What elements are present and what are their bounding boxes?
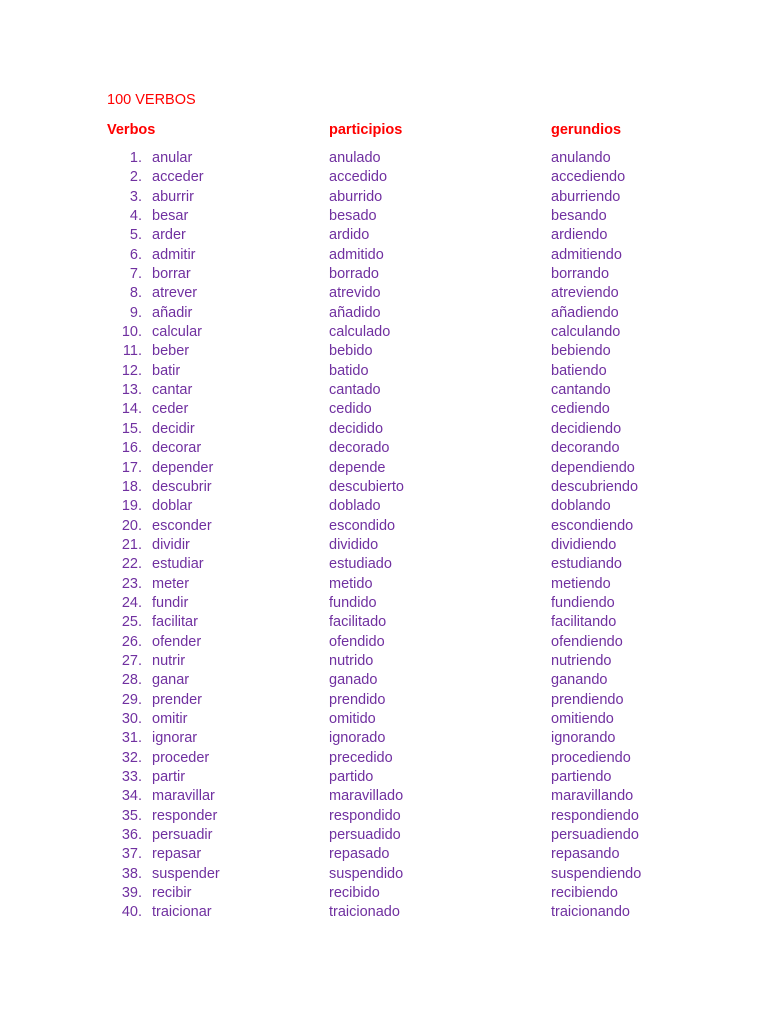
item-gerundio: ganando	[551, 672, 608, 689]
item-participio: descubierto	[329, 478, 404, 495]
item-number: 40.	[121, 904, 142, 921]
item-gerundio: nutriendo	[551, 652, 612, 669]
item-participio: cantado	[329, 382, 381, 399]
item-gerundio: repasando	[551, 846, 620, 863]
item-number: 31.	[121, 730, 142, 747]
list-item	[0, 323, 768, 342]
item-participio: admitido	[329, 246, 384, 263]
list-item	[0, 613, 768, 632]
item-participio: maravillado	[329, 788, 404, 805]
list-item	[0, 362, 768, 381]
list-item	[0, 807, 768, 826]
item-participio: anulado	[329, 150, 381, 166]
list-item	[0, 884, 768, 903]
item-verb: persuadir	[152, 827, 213, 844]
list-item	[0, 497, 768, 516]
item-gerundio: anulando	[551, 150, 611, 166]
list-item	[0, 459, 768, 478]
list-item	[0, 652, 768, 671]
item-gerundio: borrando	[551, 266, 610, 283]
item-participio: calculado	[329, 324, 391, 341]
item-participio: fundido	[329, 594, 377, 611]
list-item	[0, 749, 768, 768]
item-number: 15.	[121, 420, 142, 437]
list-item	[0, 826, 768, 845]
item-verb: calcular	[152, 324, 202, 341]
list-item	[0, 787, 768, 806]
item-participio: ardido	[329, 227, 370, 244]
item-verb: descubrir	[152, 478, 212, 495]
list-item	[0, 439, 768, 458]
item-number: 27.	[121, 652, 142, 669]
item-verb: recibir	[152, 885, 192, 902]
item-gerundio: ardiendo	[551, 227, 608, 244]
item-participio: precedido	[329, 749, 393, 766]
item-verb: ceder	[152, 401, 189, 418]
item-gerundio: calculando	[551, 324, 621, 341]
item-participio: facilitado	[329, 614, 387, 631]
item-participio: ganado	[329, 672, 378, 689]
item-gerundio: estudiando	[551, 556, 622, 573]
list-item	[0, 381, 768, 400]
item-gerundio: escondiendo	[551, 517, 634, 534]
item-verb: proceder	[152, 749, 210, 766]
item-number: 22.	[121, 556, 142, 573]
item-gerundio: cantando	[551, 382, 611, 399]
item-number: 34.	[121, 788, 142, 805]
item-gerundio: facilitando	[551, 614, 617, 631]
item-verb: responder	[152, 807, 218, 824]
header-participios: participios	[329, 122, 403, 138]
item-gerundio: descubriendo	[551, 478, 639, 495]
item-participio: accedido	[329, 169, 388, 186]
item-number: 39.	[121, 885, 142, 902]
list-item	[0, 304, 768, 323]
item-participio: ofendido	[329, 633, 385, 650]
item-gerundio: bebiendo	[551, 343, 611, 360]
item-verb: nutrir	[152, 652, 186, 669]
item-gerundio: metiendo	[551, 575, 611, 592]
item-verb: atrever	[152, 285, 198, 302]
item-participio: atrevido	[329, 285, 381, 302]
item-number: 21.	[121, 536, 142, 553]
item-number: 29.	[121, 691, 142, 708]
item-gerundio: cediendo	[551, 401, 610, 418]
item-gerundio: batiendo	[551, 362, 607, 379]
item-gerundio: respondiendo	[551, 807, 639, 824]
list-item	[0, 594, 768, 613]
item-participio: omitido	[329, 710, 376, 727]
item-gerundio: decidiendo	[551, 420, 622, 437]
item-verb: traicionar	[152, 904, 212, 921]
item-gerundio: maravillando	[551, 788, 634, 805]
item-number: 14.	[121, 401, 142, 418]
item-verb: depender	[152, 459, 214, 476]
item-participio: doblado	[329, 498, 381, 515]
item-verb: esconder	[152, 517, 212, 534]
item-verb: estudiar	[152, 556, 204, 573]
header-gerundios: gerundios	[551, 122, 622, 138]
item-number: 4.	[129, 208, 142, 225]
list-item	[0, 575, 768, 594]
item-number: 38.	[121, 865, 142, 882]
item-participio: metido	[329, 575, 373, 592]
item-participio: bebido	[329, 343, 373, 360]
item-gerundio: procediendo	[551, 749, 631, 766]
item-gerundio: dividiendo	[551, 536, 617, 553]
list-item	[0, 671, 768, 690]
item-verb: fundir	[152, 594, 189, 611]
item-verb: facilitar	[152, 614, 198, 631]
item-verb: besar	[152, 208, 189, 225]
item-number: 33.	[121, 769, 142, 785]
item-verb: dividir	[152, 536, 190, 553]
item-verb: meter	[152, 575, 190, 592]
item-verb: ignorar	[152, 730, 198, 747]
list-item	[0, 517, 768, 536]
item-verb: arder	[152, 227, 186, 244]
item-number: 8.	[129, 285, 142, 302]
list-item	[0, 420, 768, 439]
list-item	[0, 207, 768, 226]
item-verb: decidir	[152, 420, 195, 437]
item-number: 3.	[129, 188, 142, 205]
item-gerundio: doblando	[551, 498, 611, 515]
list-item	[0, 691, 768, 710]
item-participio: recibido	[329, 885, 380, 902]
item-verb: suspender	[152, 865, 220, 882]
item-verb: anular	[152, 150, 193, 166]
list-item	[0, 768, 768, 787]
item-verb: aburrir	[152, 188, 194, 205]
item-gerundio: añadiendo	[551, 304, 619, 321]
item-gerundio: ofendiendo	[551, 633, 623, 650]
list-item	[0, 342, 768, 361]
item-participio: estudiado	[329, 556, 392, 573]
item-verb: admitir	[152, 246, 196, 263]
item-participio: aburrido	[329, 188, 383, 205]
item-participio: batido	[329, 362, 369, 379]
list-item	[0, 865, 768, 884]
list-item	[0, 903, 768, 922]
item-participio: cedido	[329, 401, 372, 418]
item-gerundio: suspendiendo	[551, 865, 642, 882]
item-number: 7.	[129, 266, 142, 283]
item-gerundio: dependiendo	[551, 459, 635, 476]
item-gerundio: aburriendo	[551, 188, 621, 205]
list-item	[0, 400, 768, 419]
item-number: 2.	[129, 169, 142, 186]
item-gerundio: atreviendo	[551, 285, 619, 302]
item-participio: prendido	[329, 691, 386, 708]
item-participio: borrado	[329, 266, 379, 283]
item-participio: partido	[329, 769, 374, 785]
item-verb: ganar	[152, 672, 190, 689]
item-gerundio: fundiendo	[551, 594, 615, 611]
item-number: 30.	[121, 710, 142, 727]
list-item	[0, 555, 768, 574]
item-gerundio: admitiendo	[551, 246, 622, 263]
list-item	[0, 478, 768, 497]
item-gerundio: traicionando	[551, 904, 630, 921]
list-item	[0, 149, 768, 168]
item-gerundio: recibiendo	[551, 885, 618, 902]
item-participio: respondido	[329, 807, 401, 824]
list-item	[0, 710, 768, 729]
item-number: 9.	[129, 304, 142, 321]
item-number: 16.	[121, 440, 142, 457]
item-number: 13.	[121, 382, 142, 399]
item-gerundio: accediendo	[551, 169, 626, 186]
item-verb: cantar	[152, 382, 193, 399]
item-number: 6.	[129, 246, 142, 263]
item-participio: escondido	[329, 517, 396, 534]
item-verb: ofender	[152, 633, 202, 650]
item-number: 20.	[121, 517, 142, 534]
header-verbos: Verbos	[107, 122, 156, 138]
item-gerundio: besando	[551, 208, 607, 225]
item-verb: acceder	[152, 169, 204, 186]
item-verb: repasar	[152, 846, 202, 863]
item-participio: repasado	[329, 846, 390, 863]
list-item	[0, 845, 768, 864]
item-participio: persuadido	[329, 827, 401, 844]
item-number: 32.	[121, 749, 142, 766]
verb-list	[0, 149, 768, 923]
document-title: 100 VERBOS	[107, 92, 196, 108]
item-number: 26.	[121, 633, 142, 650]
item-gerundio: prendiendo	[551, 691, 624, 708]
item-number: 36.	[121, 827, 142, 844]
item-participio: decorado	[329, 440, 390, 457]
item-number: 37.	[121, 846, 142, 863]
item-number: 17.	[121, 459, 142, 476]
list-item	[0, 188, 768, 207]
item-number: 10.	[121, 324, 142, 341]
item-number: 11.	[122, 343, 142, 360]
item-number: 24.	[121, 594, 142, 611]
item-number: 1.	[129, 150, 142, 166]
item-verb: beber	[152, 343, 190, 360]
item-gerundio: persuadiendo	[551, 827, 639, 844]
list-item	[0, 633, 768, 652]
list-item	[0, 729, 768, 748]
item-participio: suspendido	[329, 865, 404, 882]
item-verb: añadir	[152, 304, 193, 321]
list-item	[0, 226, 768, 245]
item-number: 23.	[121, 575, 142, 592]
item-participio: traicionado	[329, 904, 400, 921]
item-participio: depende	[329, 459, 386, 476]
item-verb: prender	[152, 691, 202, 708]
item-gerundio: partiendo	[551, 769, 612, 785]
list-item	[0, 246, 768, 265]
item-gerundio: decorando	[551, 440, 620, 457]
list-item	[0, 168, 768, 187]
item-number: 25.	[121, 614, 142, 631]
item-verb: doblar	[152, 498, 193, 515]
item-participio: nutrido	[329, 652, 374, 669]
item-verb: maravillar	[152, 788, 215, 805]
item-participio: dividido	[329, 536, 379, 553]
item-participio: añadido	[329, 304, 381, 321]
item-verb: omitir	[152, 710, 188, 727]
item-number: 18.	[121, 478, 142, 495]
list-item	[0, 536, 768, 555]
item-verb: batir	[152, 362, 181, 379]
item-verb: decorar	[152, 440, 202, 457]
list-item	[0, 265, 768, 284]
item-verb: partir	[152, 769, 186, 785]
item-number: 12.	[121, 362, 142, 379]
item-number: 5.	[129, 227, 142, 244]
item-number: 19.	[121, 498, 142, 515]
item-verb: borrar	[152, 266, 191, 283]
item-number: 35.	[121, 807, 142, 824]
item-participio: decidido	[329, 420, 384, 437]
item-gerundio: ignorando	[551, 730, 616, 747]
item-participio: ignorado	[329, 730, 386, 747]
column-headers	[0, 121, 768, 139]
item-number: 28.	[121, 672, 142, 689]
list-item	[0, 284, 768, 303]
item-participio: besado	[329, 208, 377, 225]
item-gerundio: omitiendo	[551, 710, 614, 727]
